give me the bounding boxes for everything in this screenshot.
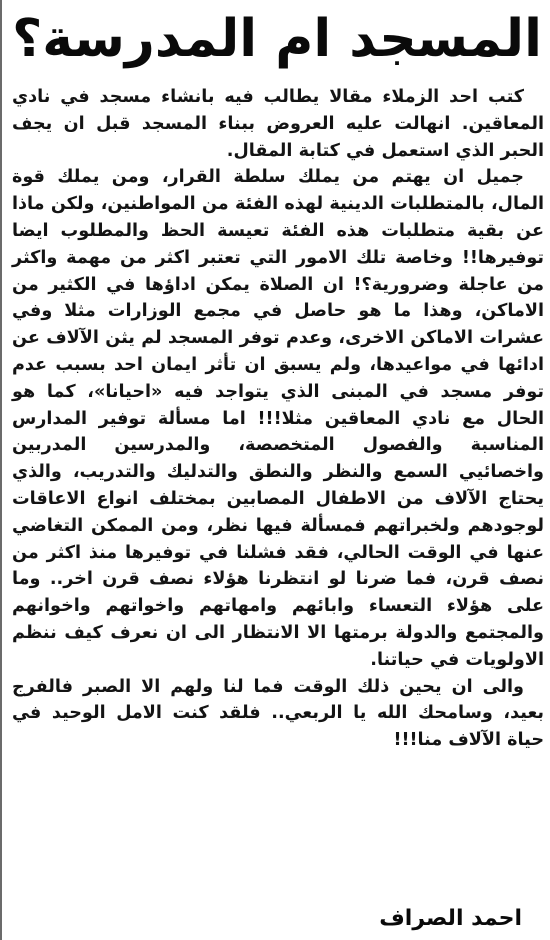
paragraph-2: جميل ان يهتم من يملك سلطة القرار، ومن يملك قوة المال، بالمتطلبات الدينية لهذه الفئة من المواطنين، ولكن ماذا عن بقية متطلبات هذه الفئة تعيسة الحظ والمطلوب ايضا توفيرها!! وخاصة تلك الامور التي تعتبر اكثر من مهمة واكثر من عاجلة وضرورية؟! ان الصلاة يمكن اداؤها في الكثير من الاماكن، وهذا ما هو حاصل في مجمع الوزارات مثلا وفي عشرات الاماكن الاخرى، وعدم توفر المسجد لم يثن الآلاف عن ادائها في مواعيدها، ولم يسبق ان تأثر ايمان احد بسبب عدم توفر مسجد في المبنى الذي يتواجد فيه «احيانا»، كما هو الحال مع نادي المعاقين مثلا!!! اما مسألة توفير المدارس المناسبة والفصول المتخصصة، والمدرسين المدربين واخصائيي السمع والنظر والنطق والتدليك والتدريب، والذي يحتاج الآلاف من الاطفال المصابين بمختلف انواع الاعاقات لوجودهم ولخبراتهم فمسألة فيها نظر، ومن الممكن التغاضي عنها في الوقت الحالي، فقد فشلنا في توفيرها منذ اكثر من نصف قرن، فما ضرنا لو انتظرنا هؤلاء نصف قرن اخر.. وما على هؤلاء التعساء وابائهم وامهاتهم واخواتهم واخوانهم والمجتمع والدولة برمتها الا الانتظار الى ان نعرف كيف ننظم الاولويات في حياتنا. [12, 167, 544, 670]
article-body [12, 84, 544, 754]
paragraph-3: والى ان يحين ذلك الوقت فما لنا ولهم الا الصبر فالفرج بعيد، وسامحك الله يا الربعي.. فلقد كنت الامل الوحيد في حياة الآلاف منا!!! [12, 676, 544, 751]
paragraph-1: كتب احد الزملاء مقالا يطالب فيه بانشاء مسجد في نادي المعاقين. انهالت عليه العروض ببناء المسجد قبل ان يجف الحبر الذي استعمل في كتابة المقال. [12, 87, 544, 161]
author-signature: احمد الصراف [379, 906, 522, 931]
article-headline: المسجد ام المدرسة؟ [12, 9, 542, 69]
